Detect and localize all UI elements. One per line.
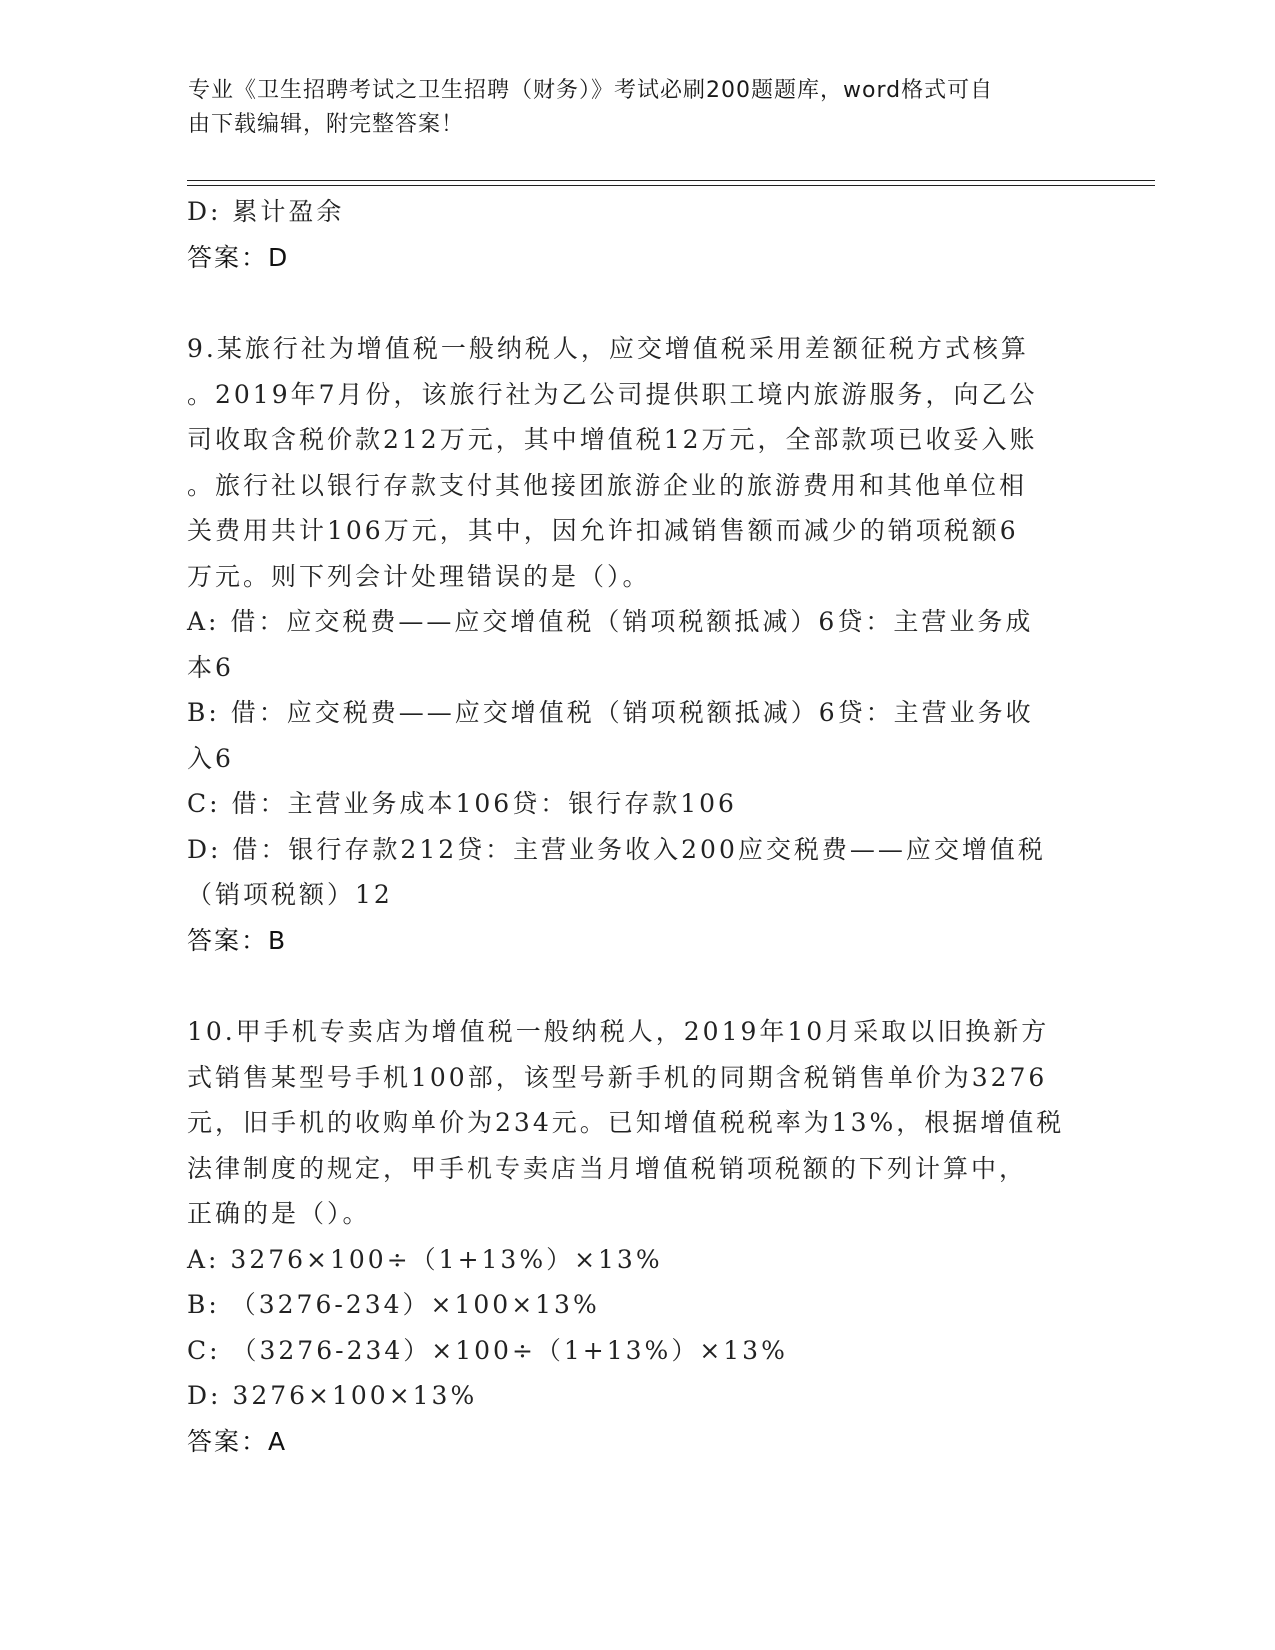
question-9 bbox=[187, 326, 1087, 963]
page-header bbox=[188, 74, 1068, 142]
answer-line: 答案：B bbox=[187, 925, 288, 955]
option-a: A: 借：应交税费——应交增值税（销项税额抵减）6贷：主营业务成 bbox=[187, 607, 1034, 636]
answer-line: 答案：D bbox=[187, 242, 290, 272]
question-text-line: 10.甲手机专卖店为增值税一般纳税人，2019年10月采取以旧换新方 bbox=[187, 1017, 1050, 1046]
option-d: D: 借：银行存款212贷：主营业务收入200应交税费——应交增值税 bbox=[187, 834, 1046, 864]
question-text-line: 万元。则下列会计处理错误的是（）。 bbox=[187, 561, 651, 591]
question-text-line: 9.某旅行社为增值税一般纳税人，应交增值税采用差额征税方式核算 bbox=[187, 334, 1029, 363]
document-body bbox=[187, 189, 1087, 1464]
option-a-continued: 本6 bbox=[187, 652, 234, 682]
question-text-line: 司收取含税价款212万元，其中增值税12万元，全部款项已收妥入账 bbox=[187, 425, 1038, 454]
header-line-2: 由下载编辑，附完整答案！ bbox=[188, 112, 465, 137]
question-text-line: 法律制度的规定，甲手机专卖店当月增值税销项税额的下列计算中， bbox=[187, 1153, 1028, 1183]
question-text-line: 。旅行社以银行存款支付其他接团旅游企业的旅游费用和其他单位相 bbox=[187, 470, 1028, 500]
option-b: B: （3276-234）×100×13% bbox=[187, 1290, 600, 1319]
question-text-line: 式销售某型号手机100部，该型号新手机的同期含税销售单价为3276 bbox=[187, 1062, 1048, 1092]
previous-question-tail bbox=[187, 189, 1087, 280]
question-spacer bbox=[187, 963, 1087, 1009]
option-b-continued: 入6 bbox=[187, 743, 234, 773]
option-c: C: （3276-234）×100÷（1+13%）×13% bbox=[187, 1335, 788, 1365]
option-d-continued: （销项税额）12 bbox=[187, 880, 393, 909]
option-c: C: 借：主营业务成本106贷：银行存款106 bbox=[187, 789, 737, 818]
option-b: B: 借：应交税费——应交增值税（销项税额抵减）6贷：主营业务收 bbox=[187, 698, 1034, 727]
question-spacer bbox=[187, 280, 1087, 326]
question-text-line: 正确的是（）。 bbox=[187, 1199, 371, 1228]
option-d: D: 累计盈余 bbox=[187, 197, 345, 226]
option-a: A: 3276×100÷（1+13%）×13% bbox=[187, 1244, 663, 1274]
question-text-line: 元，旧手机的收购单价为234元。已知增值税税率为13%，根据增值税 bbox=[187, 1108, 1065, 1137]
answer-line: 答案：A bbox=[187, 1426, 288, 1456]
question-10 bbox=[187, 1009, 1087, 1464]
option-d: D: 3276×100×13% bbox=[187, 1381, 478, 1410]
question-text-line: 关费用共计106万元，其中，因允许扣减销售额而减少的销项税额6 bbox=[187, 516, 1019, 545]
header-divider-bottom bbox=[187, 185, 1155, 186]
header-line-1: 专业《卫生招聘考试之卫生招聘（财务）》考试必刷200题题库，word格式可自 bbox=[188, 78, 994, 103]
header-divider-top bbox=[187, 180, 1155, 181]
question-text-line: 。2019年7月份，该旅行社为乙公司提供职工境内旅游服务，向乙公 bbox=[187, 379, 1038, 409]
